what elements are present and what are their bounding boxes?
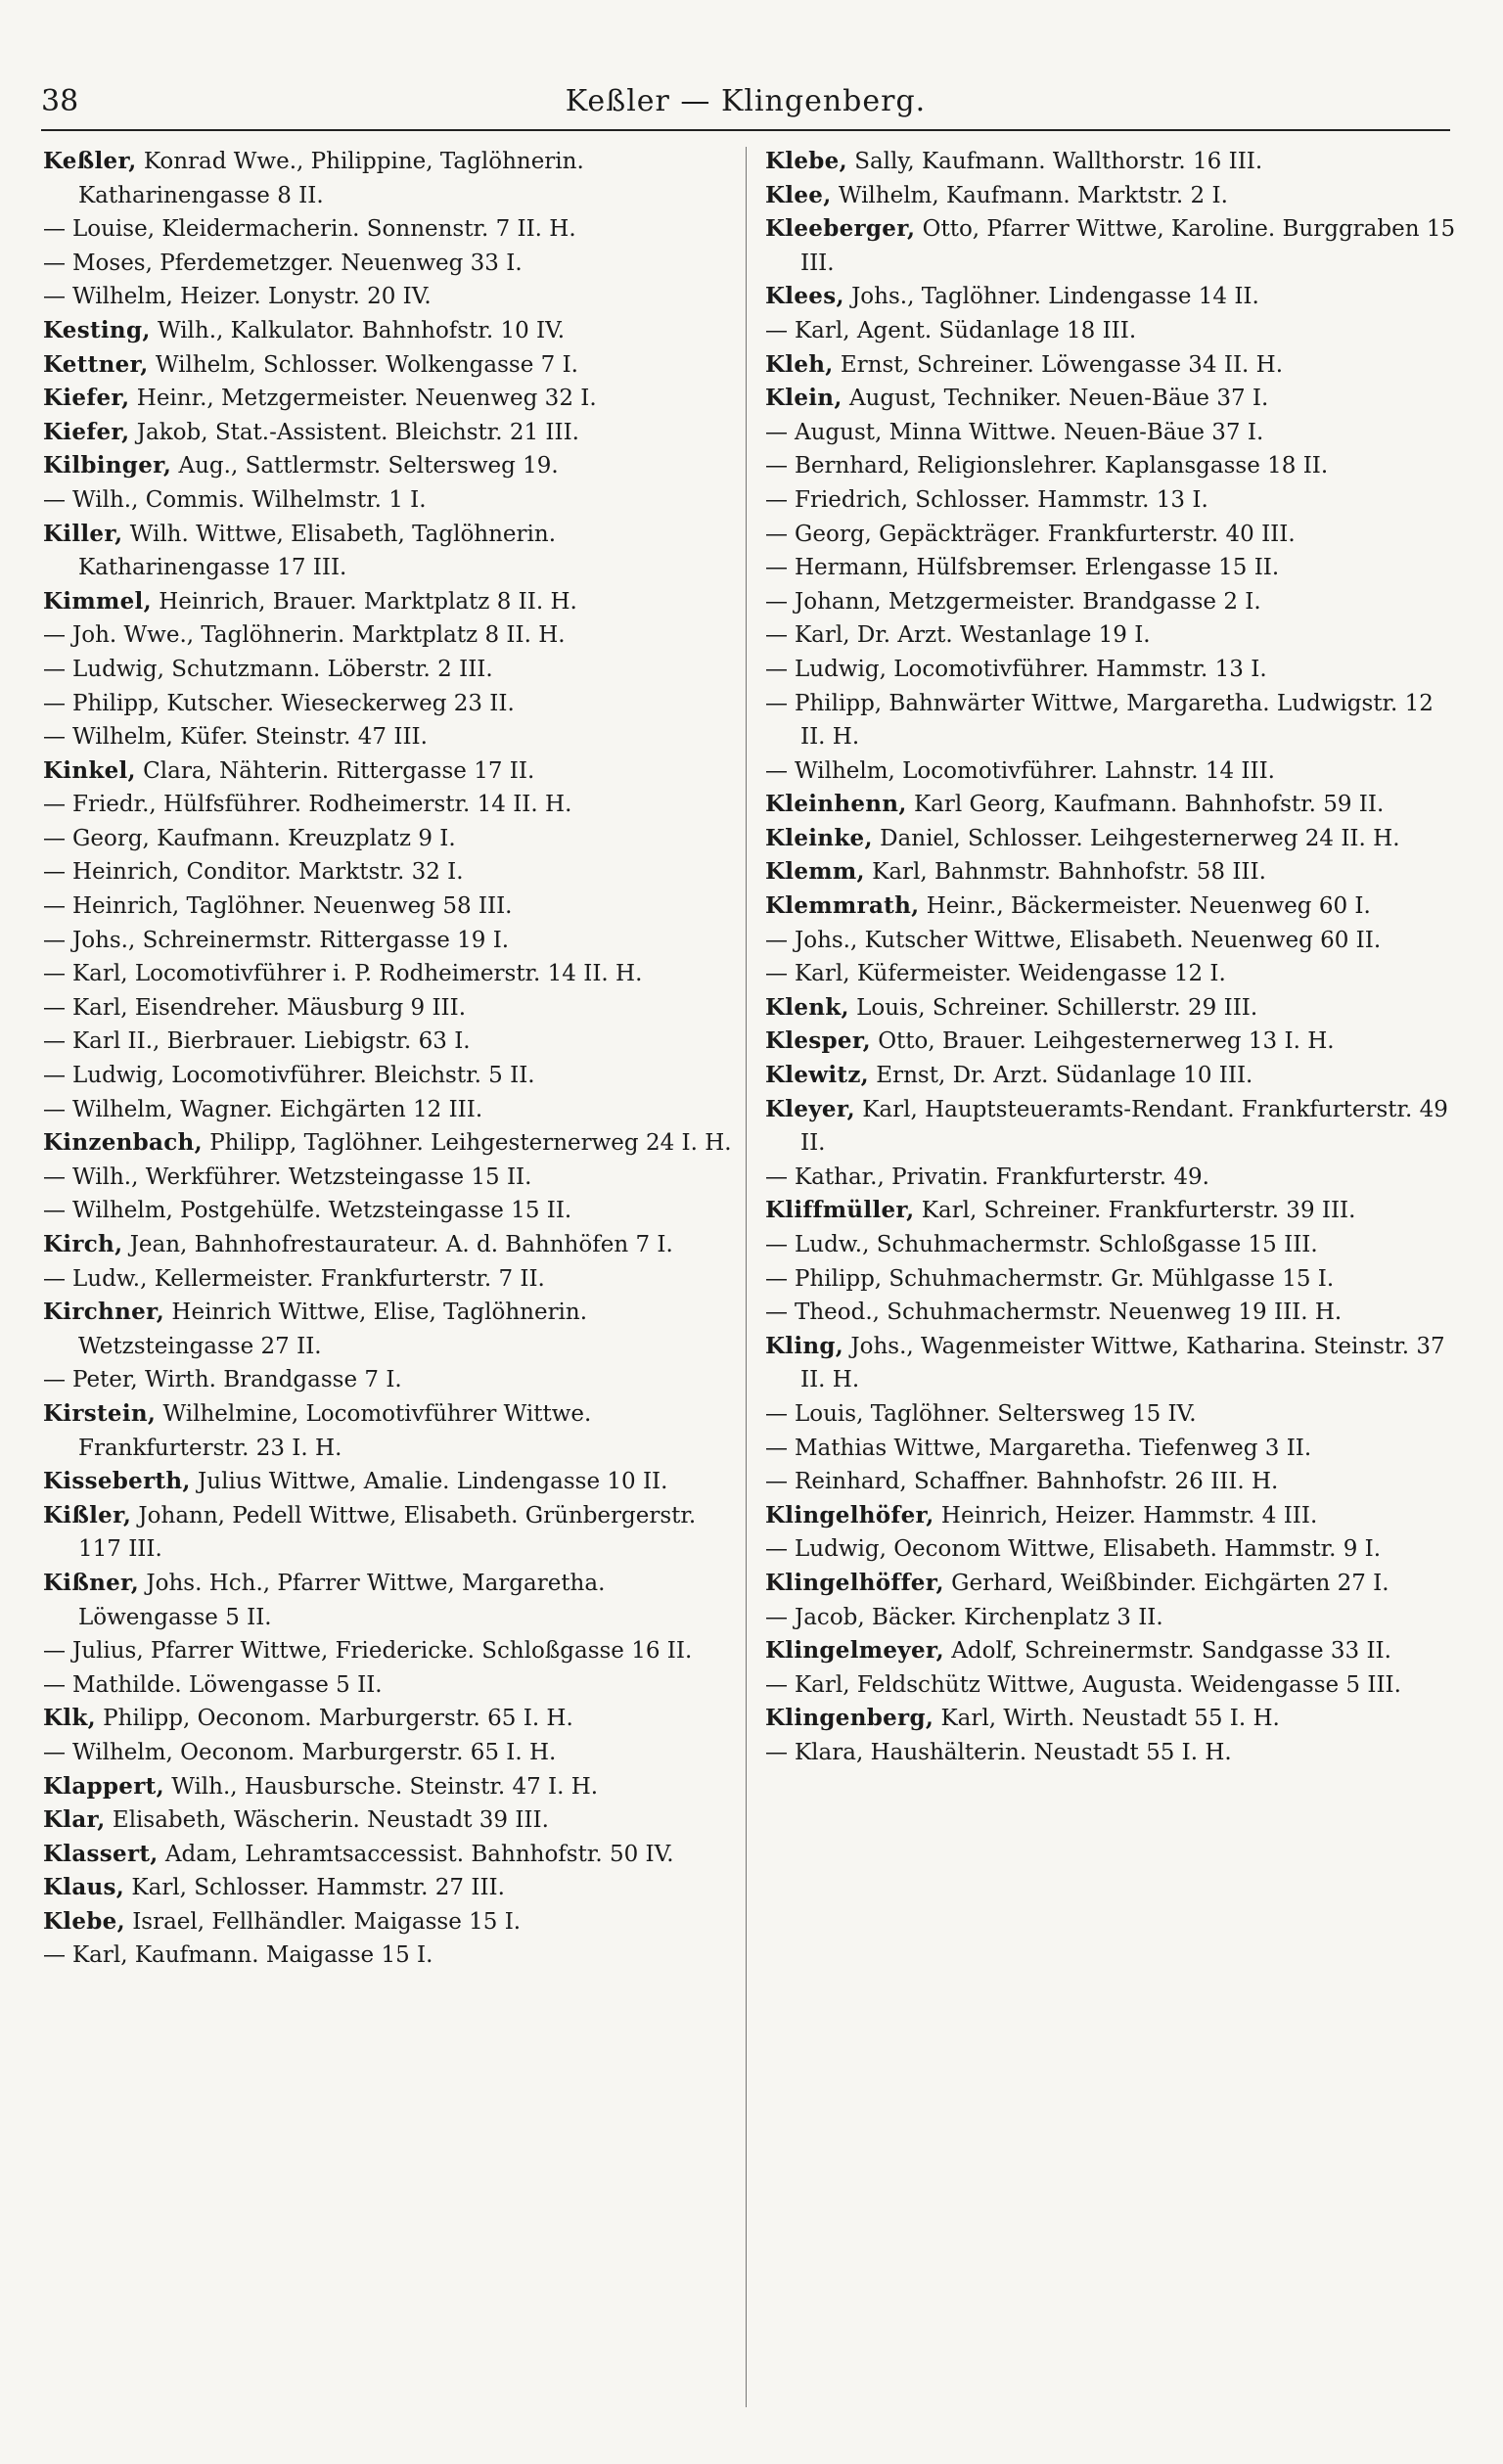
- ditto-dash: —: [43, 1265, 66, 1292]
- directory-entry: [765, 1228, 1456, 1262]
- entry-details: Philipp, Bahnwärter Wittwe, Margaretha. Ludwigstr. 12 II. H.: [795, 690, 1434, 751]
- directory-entry: [765, 483, 1456, 518]
- entry-details: Bernhard, Religionslehrer. Kaplansgasse 18 II.: [795, 453, 1329, 479]
- directory-entry: [43, 1465, 734, 1499]
- ditto-dash: —: [43, 1739, 66, 1765]
- directory-entry: [43, 280, 734, 314]
- directory-entry: [43, 1499, 734, 1567]
- ditto-dash: —: [765, 588, 788, 615]
- entry-surname: Kirstein,: [43, 1399, 157, 1427]
- ditto-dash: —: [765, 1435, 788, 1461]
- ditto-dash: —: [765, 690, 788, 716]
- entry-details: Hermann, Hülfsbremser. Erlengasse 15 II.: [795, 555, 1280, 581]
- directory-entry: [43, 1634, 734, 1668]
- directory-entry: [765, 754, 1456, 789]
- entry-details: Wilh., Commis. Wilhelmstr. 1 I.: [72, 486, 427, 513]
- ditto-dash: —: [43, 1671, 66, 1698]
- ditto-dash: —: [765, 1300, 788, 1326]
- directory-entry: [43, 1228, 734, 1262]
- entry-surname: Kleyer,: [765, 1095, 855, 1122]
- ditto-dash: —: [765, 1265, 788, 1292]
- directory-entry: [765, 1330, 1456, 1397]
- directory-entry: [765, 687, 1456, 754]
- entry-details: Karl Georg, Kaufmann. Bahnhofstr. 59 II.: [906, 792, 1385, 818]
- directory-entry: [765, 585, 1456, 619]
- entry-details: Karl, Küfermeister. Weidengasse 12 I.: [795, 961, 1226, 987]
- ditto-dash: —: [765, 1164, 788, 1190]
- ditto-dash: —: [765, 961, 788, 987]
- directory-entry: [43, 1262, 734, 1297]
- entry-details: Georg, Kaufmann. Kreuzplatz 9 I.: [72, 825, 456, 851]
- directory-entry: [765, 788, 1456, 822]
- entry-details: Klara, Haushälterin. Neustadt 55 I. H.: [795, 1739, 1232, 1765]
- directory-entry: [43, 1397, 734, 1465]
- directory-entry: [765, 1025, 1456, 1059]
- entry-details: Konrad Wwe., Philippine, Taglöhnerin. Katharinengasse 8 II.: [78, 149, 584, 208]
- ditto-dash: —: [765, 1536, 788, 1563]
- entry-details: Johs., Schreinermstr. Rittergasse 19 I.: [72, 927, 510, 953]
- directory-entry: [43, 449, 734, 483]
- directory-entry: [765, 551, 1456, 585]
- directory-entry: [765, 1668, 1456, 1703]
- directory-entry: [765, 518, 1456, 552]
- directory-entry: [43, 1871, 734, 1905]
- ditto-dash: —: [43, 792, 66, 818]
- entry-details: Karl, Bahnmstr. Bahnhofstr. 58 III.: [864, 859, 1266, 886]
- ditto-dash: —: [43, 1028, 66, 1055]
- page-number: 38: [41, 84, 79, 118]
- entry-details: Karl, Dr. Arzt. Westanlage 19 I.: [795, 622, 1151, 649]
- entry-details: Ernst, Schreiner. Löwengasse 34 II. H.: [833, 351, 1284, 378]
- entry-surname: Killer,: [43, 520, 123, 547]
- entry-details: Adam, Lehramtsaccessist. Bahnhofstr. 50 IV.: [158, 1841, 674, 1867]
- directory-entry: [43, 585, 734, 619]
- entry-details: Wilh., Werkführer. Wetzsteingasse 15 II.: [72, 1164, 532, 1190]
- entry-surname: Klk,: [43, 1705, 96, 1732]
- entry-surname: Kimmel,: [43, 587, 152, 615]
- directory-entry: [765, 1465, 1456, 1499]
- entry-surname: Kinkel,: [43, 756, 136, 784]
- directory-entry: [765, 1499, 1456, 1533]
- entry-details: Wilhelm, Locomotivführer. Lahnstr. 14 III.: [795, 757, 1275, 784]
- entry-details: Peter, Wirth. Brandgasse 7 I.: [72, 1367, 402, 1393]
- ditto-dash: —: [765, 453, 788, 479]
- directory-entry: [43, 1363, 734, 1397]
- directory-entry: [765, 991, 1456, 1026]
- directory-entry: [765, 653, 1456, 687]
- directory-entry: [765, 314, 1456, 348]
- ditto-dash: —: [43, 486, 66, 513]
- ditto-dash: —: [765, 1400, 788, 1427]
- directory-entry: [765, 416, 1456, 450]
- directory-entry: [765, 1296, 1456, 1330]
- entry-details: Heinrich, Conditor. Marktstr. 32 I.: [72, 859, 464, 886]
- directory-entry: [765, 1262, 1456, 1297]
- directory-entry: [43, 1668, 734, 1703]
- header-rule: [41, 129, 1450, 131]
- ditto-dash: —: [765, 486, 788, 513]
- ditto-dash: —: [43, 284, 66, 310]
- entry-details: Wilhelm, Küfer. Steinstr. 47 III.: [72, 724, 428, 751]
- entry-details: Philipp, Oeconom. Marburgerstr. 65 I. H.: [95, 1706, 573, 1732]
- directory-entry: [43, 855, 734, 890]
- entry-surname: Klemmrath,: [765, 892, 920, 920]
- directory-entry: [765, 822, 1456, 856]
- entry-surname: Kleinke,: [765, 824, 873, 851]
- directory-entry: [765, 1161, 1456, 1195]
- ditto-dash: —: [43, 1164, 66, 1190]
- directory-entry: [765, 280, 1456, 314]
- entry-details: Louis, Schreiner. Schillerstr. 29 III.: [848, 994, 1258, 1021]
- directory-entry: [765, 924, 1456, 958]
- ditto-dash: —: [43, 1096, 66, 1122]
- entry-details: Joh. Wwe., Taglöhnerin. Marktplatz 8 II. H.: [72, 622, 566, 649]
- directory-entry: [765, 890, 1456, 924]
- directory-entry: [43, 382, 734, 416]
- column-divider: [746, 147, 747, 2407]
- directory-entry: [43, 247, 734, 281]
- directory-entry: [765, 855, 1456, 890]
- directory-entry: [43, 1296, 734, 1363]
- entry-surname: Klar,: [43, 1806, 106, 1834]
- entry-surname: Kleh,: [765, 350, 834, 378]
- entry-details: Wilhelm, Kaufmann. Marktstr. 2 I.: [831, 182, 1228, 208]
- entry-surname: Kirchner,: [43, 1299, 165, 1326]
- directory-entry: [765, 1059, 1456, 1093]
- directory-entry: [43, 145, 734, 212]
- entry-details: Wilh., Hausbursche. Steinstr. 47 I. H.: [163, 1773, 599, 1800]
- entry-details: August, Techniker. Neuen-Bäue 37 I.: [842, 386, 1269, 412]
- entry-details: Elisabeth, Wäscherin. Neustadt 39 III.: [105, 1807, 549, 1834]
- entry-details: Gerhard, Weißbinder. Eichgärten 27 I.: [943, 1570, 1389, 1596]
- directory-entry: [43, 1736, 734, 1770]
- entry-details: Jean, Bahnhofrestaurateur. A. d. Bahnhöfen 7 I.: [122, 1232, 673, 1257]
- entry-details: Julius Wittwe, Amalie. Lindengasse 10 II.: [190, 1469, 668, 1495]
- directory-entry: [765, 1397, 1456, 1432]
- entry-surname: Klebe,: [765, 148, 847, 174]
- directory-entry: [43, 991, 734, 1026]
- entry-details: Wilh., Kalkulator. Bahnhofstr. 10 IV.: [150, 317, 566, 343]
- entry-surname: Klappert,: [43, 1772, 164, 1800]
- entry-details: Aug., Sattlermstr. Seltersweg 19.: [171, 453, 559, 479]
- ditto-dash: —: [43, 994, 66, 1021]
- directory-entry: [765, 1634, 1456, 1668]
- entry-details: Johann, Pedell Wittwe, Elisabeth. Grünbergerstr. 117 III.: [78, 1502, 697, 1563]
- directory-entry: [43, 1025, 734, 1059]
- entry-details: Heinrich Wittwe, Elise, Taglöhnerin. Wetzsteingasse 27 II.: [78, 1300, 588, 1359]
- entry-surname: Klaus,: [43, 1874, 125, 1901]
- entry-details: Wilh. Wittwe, Elisabeth, Taglöhnerin. Katharinengasse 17 III.: [78, 521, 557, 581]
- entry-surname: Kißner,: [43, 1569, 140, 1596]
- entry-details: Ernst, Dr. Arzt. Südanlage 10 III.: [869, 1063, 1253, 1089]
- directory-entry: [43, 618, 734, 653]
- ditto-dash: —: [43, 216, 66, 243]
- entry-details: Karl, Agent. Südanlage 18 III.: [795, 317, 1137, 343]
- entry-details: Louise, Kleidermacherin. Sonnenstr. 7 II. H.: [72, 216, 576, 243]
- entry-surname: Klee,: [765, 181, 832, 208]
- entry-surname: Keßler,: [43, 148, 137, 174]
- entry-details: Wilhelm, Schlosser. Wolkengasse 7 I.: [148, 351, 578, 378]
- entry-details: Friedrich, Schlosser. Hammstr. 13 I.: [795, 486, 1208, 513]
- directory-entry: [43, 1838, 734, 1872]
- entry-details: Reinhard, Schaffner. Bahnhofstr. 26 III. H.: [795, 1469, 1279, 1495]
- ditto-dash: —: [43, 859, 66, 886]
- entry-details: Wilhelm, Heizer. Lonystr. 20 IV.: [72, 284, 432, 310]
- entry-details: Wilhelm, Oeconom. Marburgerstr. 65 I. H.: [72, 1739, 557, 1765]
- directory-entry: [43, 314, 734, 348]
- directory-entry: [765, 1194, 1456, 1228]
- entry-details: Philipp, Schuhmachermstr. Gr. Mühlgasse 15 I.: [795, 1265, 1335, 1292]
- entry-surname: Kling,: [765, 1332, 844, 1359]
- entry-details: Johs. Hch., Pfarrer Wittwe, Margaretha. Löwengasse 5 II.: [78, 1570, 606, 1630]
- ditto-dash: —: [43, 1367, 66, 1393]
- entry-details: Louis, Taglöhner. Seltersweg 15 IV.: [795, 1400, 1197, 1427]
- entry-details: Karl, Kaufmann. Maigasse 15 I.: [72, 1942, 433, 1969]
- directory-entry: [43, 483, 734, 518]
- directory-entry: [43, 348, 734, 383]
- entry-details: Karl, Wirth. Neustadt 55 I. H.: [934, 1706, 1280, 1732]
- entry-details: Adolf, Schreinermstr. Sandgasse 33 II.: [943, 1638, 1391, 1665]
- entry-details: Ludw., Schuhmachermstr. Schloßgasse 15 III.: [795, 1232, 1318, 1257]
- entry-details: Karl, Locomotivführer i. P. Rodheimerstr. 14 II. H.: [72, 961, 643, 987]
- ditto-dash: —: [765, 555, 788, 581]
- entry-details: Karl, Schlosser. Hammstr. 27 III.: [124, 1875, 505, 1901]
- entry-details: Moses, Pferdemetzger. Neuenweg 33 I.: [72, 250, 523, 276]
- entry-details: Clara, Nähterin. Rittergasse 17 II.: [135, 757, 535, 784]
- entry-surname: Klingenberg,: [765, 1705, 934, 1732]
- directory-entry: [765, 1432, 1456, 1466]
- entry-surname: Kirch,: [43, 1231, 123, 1257]
- running-head: Keßler — Klingenberg.: [565, 84, 927, 118]
- directory-entry: [43, 416, 734, 450]
- directory-entry: [765, 618, 1456, 653]
- directory-entry: [765, 957, 1456, 991]
- ditto-dash: —: [765, 1469, 788, 1495]
- entry-details: Johs., Wagenmeister Wittwe, Katharina. Steinstr. 37 II. H.: [800, 1333, 1445, 1393]
- ditto-dash: —: [43, 656, 66, 682]
- directory-entry: [43, 1093, 734, 1127]
- directory-entry: [765, 1093, 1456, 1161]
- entry-details: Jakob, Stat.-Assistent. Bleichstr. 21 III.: [129, 419, 579, 445]
- entry-surname: Klesper,: [765, 1027, 871, 1055]
- entry-surname: Klebe,: [43, 1907, 125, 1935]
- directory-entry: [43, 212, 734, 247]
- entry-details: Karl, Schreiner. Frankfurterstr. 39 III.: [914, 1198, 1356, 1224]
- ditto-dash: —: [765, 1671, 788, 1698]
- entry-surname: Klenk,: [765, 993, 849, 1021]
- entry-surname: Klassert,: [43, 1840, 159, 1867]
- entry-surname: Kisseberth,: [43, 1468, 191, 1495]
- directory-entry: [765, 348, 1456, 383]
- directory-entry: [43, 653, 734, 687]
- entry-surname: Klingelmeyer,: [765, 1637, 944, 1665]
- ditto-dash: —: [765, 317, 788, 343]
- ditto-dash: —: [43, 1638, 66, 1665]
- directory-entry: [43, 924, 734, 958]
- ditto-dash: —: [43, 825, 66, 851]
- entry-details: Otto, Brauer. Leihgesternerweg 13 I. H.: [870, 1028, 1335, 1055]
- directory-entry: [765, 145, 1456, 179]
- directory-entry: [765, 1736, 1456, 1770]
- entry-details: August, Minna Wittwe. Neuen-Bäue 37 I.: [795, 419, 1264, 445]
- entry-surname: Kleinhenn,: [765, 791, 907, 818]
- entry-details: Georg, Gepäckträger. Frankfurterstr. 40 III.: [795, 521, 1296, 547]
- entry-details: Ludw., Kellermeister. Frankfurterstr. 7 II.: [72, 1265, 545, 1292]
- entry-surname: Kesting,: [43, 316, 151, 343]
- entry-surname: Kinzenbach,: [43, 1129, 203, 1157]
- entry-surname: Klingelhöfer,: [765, 1501, 934, 1529]
- entry-details: Ludwig, Schutzmann. Löberstr. 2 III.: [72, 656, 493, 682]
- directory-entry: [43, 1770, 734, 1804]
- ditto-dash: —: [765, 656, 788, 682]
- directory-entry: [43, 788, 734, 822]
- entry-details: Ludwig, Locomotivführer. Bleichstr. 5 II.: [72, 1063, 535, 1089]
- directory-entry: [43, 890, 734, 924]
- entry-details: Jacob, Bäcker. Kirchenplatz 3 II.: [795, 1604, 1163, 1630]
- entry-details: Theod., Schuhmachermstr. Neuenweg 19 III. H.: [795, 1300, 1343, 1326]
- entry-surname: Kilbinger,: [43, 452, 172, 479]
- directory-entry: [43, 822, 734, 856]
- directory-entry: [765, 179, 1456, 213]
- ditto-dash: —: [43, 1942, 66, 1969]
- entry-details: Mathias Wittwe, Margaretha. Tiefenweg 3 II.: [795, 1435, 1312, 1461]
- right-column: [765, 145, 1456, 2425]
- ditto-dash: —: [765, 757, 788, 784]
- directory-entry: [43, 957, 734, 991]
- ditto-dash: —: [43, 1198, 66, 1224]
- ditto-dash: —: [43, 1063, 66, 1089]
- entry-surname: Kleeberger,: [765, 215, 916, 243]
- directory-entry: [765, 1532, 1456, 1567]
- entry-details: Wilhelmine, Locomotivführer Wittwe. Frankfurterstr. 23 I. H.: [78, 1400, 592, 1461]
- entry-details: Philipp, Taglöhner. Leihgesternerweg 24 I. H.: [202, 1130, 732, 1157]
- page-header: [41, 84, 1450, 123]
- entry-details: Heinrich, Brauer. Marktplatz 8 II. H.: [151, 588, 577, 615]
- entry-details: Heinrich, Taglöhner. Neuenweg 58 III.: [72, 893, 513, 920]
- entry-details: Heinrich, Heizer. Hammstr. 4 III.: [934, 1502, 1318, 1529]
- entry-details: Philipp, Kutscher. Wieseckerweg 23 II.: [72, 690, 515, 716]
- entry-details: Ludwig, Locomotivführer. Hammstr. 13 I.: [795, 656, 1267, 682]
- directory-entry: [765, 1601, 1456, 1635]
- ditto-dash: —: [765, 419, 788, 445]
- entry-details: Karl, Eisendreher. Mäusburg 9 III.: [72, 994, 467, 1021]
- entry-surname: Kettner,: [43, 350, 149, 378]
- ditto-dash: —: [43, 893, 66, 920]
- ditto-dash: —: [765, 1232, 788, 1257]
- entry-details: Wilhelm, Wagner. Eichgärten 12 III.: [72, 1096, 483, 1122]
- entry-details: Johs., Kutscher Wittwe, Elisabeth. Neuenweg 60 II.: [795, 927, 1382, 953]
- directory-entry: [43, 1059, 734, 1093]
- ditto-dash: —: [43, 690, 66, 716]
- ditto-dash: —: [765, 1604, 788, 1630]
- ditto-dash: —: [43, 250, 66, 276]
- entry-details: Heinr., Metzgermeister. Neuenweg 32 I.: [129, 386, 597, 412]
- directory-entry: [765, 382, 1456, 416]
- entry-details: Friedr., Hülfsführer. Rodheimerstr. 14 II. H.: [72, 792, 572, 818]
- entry-details: Daniel, Schlosser. Leihgesternerweg 24 II. H.: [872, 825, 1400, 851]
- directory-entry: [43, 1939, 734, 1973]
- ditto-dash: —: [765, 521, 788, 547]
- ditto-dash: —: [43, 961, 66, 987]
- directory-entry: [43, 1161, 734, 1195]
- directory-entry: [43, 754, 734, 789]
- entry-surname: Klees,: [765, 283, 844, 310]
- entry-details: Karl II., Bierbrauer. Liebigstr. 63 I.: [72, 1028, 471, 1055]
- entry-details: Otto, Pfarrer Wittwe, Karoline. Burggraben 15 III.: [800, 216, 1456, 276]
- entry-surname: Kiefer,: [43, 385, 130, 412]
- left-column: [43, 145, 734, 2425]
- entry-details: Kathar., Privatin. Frankfurterstr. 49.: [795, 1164, 1209, 1190]
- directory-entry: [43, 1905, 734, 1939]
- entry-details: Julius, Pfarrer Wittwe, Friedericke. Schloßgasse 16 II.: [72, 1638, 693, 1665]
- entry-details: Karl, Hauptsteueramts-Rendant. Frankfurterstr. 49 II.: [800, 1096, 1448, 1157]
- ditto-dash: —: [765, 927, 788, 953]
- entry-surname: Kiefer,: [43, 418, 130, 445]
- directory-entry: [765, 449, 1456, 483]
- entry-details: Mathilde. Löwengasse 5 II.: [72, 1671, 383, 1698]
- entry-details: Ludwig, Oeconom Wittwe, Elisabeth. Hammstr. 9 I.: [795, 1536, 1382, 1563]
- entry-surname: Klemm,: [765, 858, 865, 886]
- entry-details: Heinr., Bäckermeister. Neuenweg 60 I.: [919, 893, 1371, 920]
- directory-entry: [43, 1702, 734, 1736]
- entry-details: Karl, Feldschütz Wittwe, Augusta. Weidengasse 5 III.: [795, 1671, 1401, 1698]
- directory-entry: [43, 720, 734, 754]
- entry-surname: Klewitz,: [765, 1062, 869, 1089]
- ditto-dash: —: [765, 1739, 788, 1765]
- ditto-dash: —: [43, 927, 66, 953]
- directory-entry: [43, 1194, 734, 1228]
- entry-surname: Klein,: [765, 385, 843, 412]
- directory-entry: [43, 518, 734, 585]
- directory-entry: [765, 1567, 1456, 1601]
- directory-entry: [765, 1702, 1456, 1736]
- directory-entry: [43, 1567, 734, 1634]
- entry-surname: Kißler,: [43, 1501, 132, 1529]
- directory-entry: [43, 1803, 734, 1838]
- ditto-dash: —: [765, 622, 788, 649]
- entry-details: Sally, Kaufmann. Wallthorstr. 16 III.: [846, 149, 1263, 174]
- entry-surname: Kliffmüller,: [765, 1197, 915, 1224]
- directory-entry: [43, 687, 734, 721]
- entry-details: Johs., Taglöhner. Lindengasse 14 II.: [843, 284, 1259, 310]
- ditto-dash: —: [43, 724, 66, 751]
- entry-surname: Klingelhöffer,: [765, 1569, 944, 1596]
- entry-details: Israel, Fellhändler. Maigasse 15 I.: [124, 1908, 522, 1935]
- entry-details: Wilhelm, Postgehülfe. Wetzsteingasse 15 II.: [72, 1198, 572, 1224]
- directory-entry: [43, 1126, 734, 1161]
- ditto-dash: —: [43, 622, 66, 649]
- entry-details: Johann, Metzgermeister. Brandgasse 2 I.: [795, 588, 1261, 615]
- directory-entry: [765, 212, 1456, 280]
